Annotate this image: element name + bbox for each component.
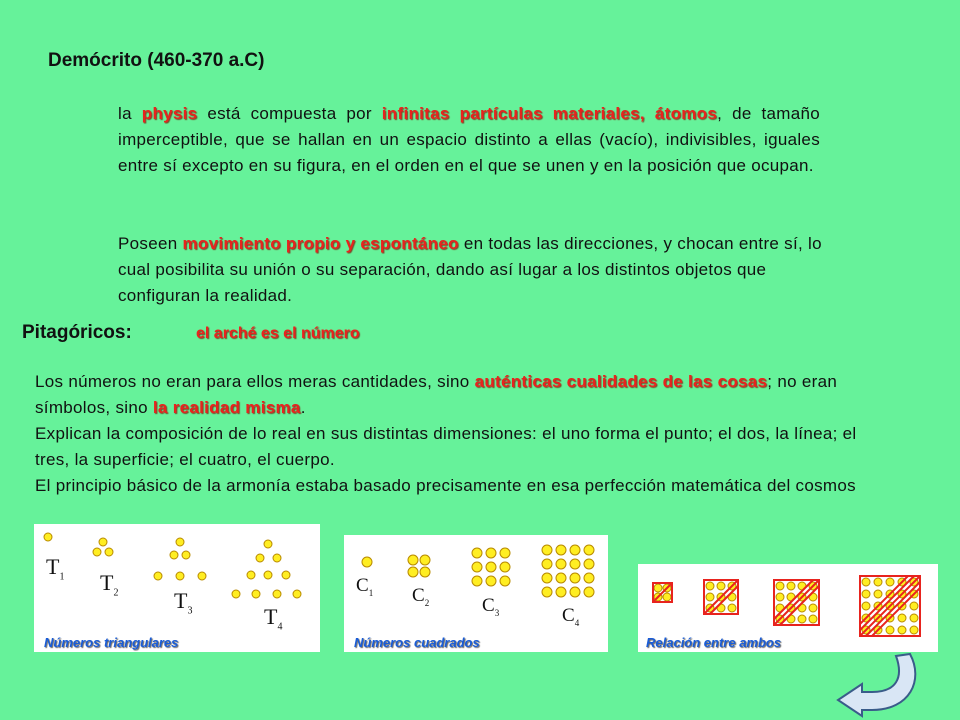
dot bbox=[570, 573, 580, 583]
dot bbox=[556, 559, 566, 569]
dot bbox=[542, 545, 552, 555]
dot bbox=[584, 573, 594, 583]
dot bbox=[99, 538, 107, 546]
caption-cuadrados: Números cuadrados bbox=[354, 635, 480, 650]
dot bbox=[198, 572, 206, 580]
label-c2: $C_2$ bbox=[412, 585, 430, 608]
highlight-movimiento: movimiento propio y espontáneo bbox=[182, 234, 459, 253]
dot bbox=[232, 590, 240, 598]
text: Los números no eran para ellos meras cantidades, sino bbox=[35, 372, 475, 391]
arche-highlight: el arché es el número bbox=[196, 325, 360, 342]
dot bbox=[176, 538, 184, 546]
dot bbox=[282, 571, 290, 579]
text: El principio básico de la armonía estaba basado precisamente en esa perfección matemática del cosmos bbox=[35, 476, 856, 495]
democrito-title: Demócrito (460-370 a.C) bbox=[48, 50, 265, 71]
dot bbox=[500, 576, 510, 586]
label-t2: $T_2$ bbox=[100, 570, 119, 599]
caption-relacion: Relación entre ambos bbox=[646, 635, 782, 650]
highlight-cualidades: auténticas cualidades de las cosas bbox=[474, 372, 768, 391]
text: la bbox=[118, 104, 142, 123]
dot bbox=[486, 576, 496, 586]
dot bbox=[170, 551, 178, 559]
dot bbox=[154, 572, 162, 580]
label-t3: $T_3$ bbox=[174, 588, 193, 617]
dot bbox=[500, 548, 510, 558]
dot bbox=[486, 548, 496, 558]
dot bbox=[252, 590, 260, 598]
dot bbox=[273, 590, 281, 598]
dot bbox=[44, 533, 52, 541]
label-t1: $T_1$ bbox=[46, 554, 65, 583]
dot bbox=[570, 559, 580, 569]
caption-triangulares: Números triangulares bbox=[44, 635, 179, 650]
dot bbox=[584, 559, 594, 569]
dot bbox=[408, 567, 418, 577]
label-t4: $T_4$ bbox=[264, 604, 283, 633]
dot bbox=[256, 554, 264, 562]
dot bbox=[542, 587, 552, 597]
text: ; no eran símbolos, sino bbox=[35, 372, 838, 417]
dot bbox=[472, 562, 482, 572]
dot bbox=[556, 545, 566, 555]
dot bbox=[556, 573, 566, 583]
text: , de tamaño imperceptible, que se hallan en un espacio distinto a ellas (vacío), indivisibles, iguales entre sí excepto en su figura, en el orden en el que se unen y en la posición que ocupan. bbox=[118, 104, 821, 175]
dot bbox=[293, 590, 301, 598]
democrito-paragraph-1 bbox=[118, 101, 820, 179]
dot bbox=[584, 545, 594, 555]
label-c4: $C_4$ bbox=[562, 605, 580, 628]
dot bbox=[420, 555, 430, 565]
dot bbox=[570, 587, 580, 597]
relation-figure bbox=[638, 564, 938, 652]
text: Explican la composición de lo real en sus distintas dimensiones: el uno forma el punto; el dos, la línea; el tres, la superficie; el cuatro, el cuerpo. bbox=[35, 424, 857, 469]
dot bbox=[264, 540, 272, 548]
dot bbox=[486, 562, 496, 572]
dot bbox=[570, 545, 580, 555]
dot bbox=[542, 559, 552, 569]
dot bbox=[500, 562, 510, 572]
dot bbox=[264, 571, 272, 579]
label-c3: $C_3$ bbox=[482, 595, 500, 618]
triangular-numbers-figure bbox=[34, 524, 320, 652]
dot bbox=[105, 548, 113, 556]
highlight-atomos: infinitas partículas materiales, átomos bbox=[381, 104, 718, 123]
dot bbox=[93, 548, 101, 556]
curved-arrow-icon[interactable] bbox=[832, 650, 922, 718]
text: está compuesta por bbox=[197, 104, 382, 123]
dot bbox=[247, 571, 255, 579]
dot bbox=[176, 572, 184, 580]
square-numbers-figure bbox=[344, 535, 608, 652]
dot bbox=[472, 576, 482, 586]
dot bbox=[542, 573, 552, 583]
label-c1: $C_1$ bbox=[356, 575, 374, 598]
dot bbox=[472, 548, 482, 558]
democrito-paragraph-2 bbox=[118, 231, 848, 309]
arrow-shape bbox=[838, 654, 915, 716]
dot bbox=[273, 554, 281, 562]
text: en todas las direcciones, y chocan entre sí, lo cual posibilita su unión o su separación, dando así lugar a los distintos objetos que configuran la realidad. bbox=[118, 234, 822, 305]
dot bbox=[362, 557, 372, 567]
highlight-physis: physis bbox=[141, 104, 198, 123]
highlight-realidad: la realidad misma bbox=[152, 398, 301, 417]
dot bbox=[556, 587, 566, 597]
dot bbox=[408, 555, 418, 565]
pitagoricos-paragraph bbox=[35, 369, 865, 499]
pitagoricos-title: Pitagóricos: bbox=[22, 322, 132, 343]
dot bbox=[420, 567, 430, 577]
dot bbox=[182, 551, 190, 559]
text: Poseen bbox=[118, 234, 183, 253]
dot bbox=[584, 587, 594, 597]
text: . bbox=[300, 398, 306, 417]
